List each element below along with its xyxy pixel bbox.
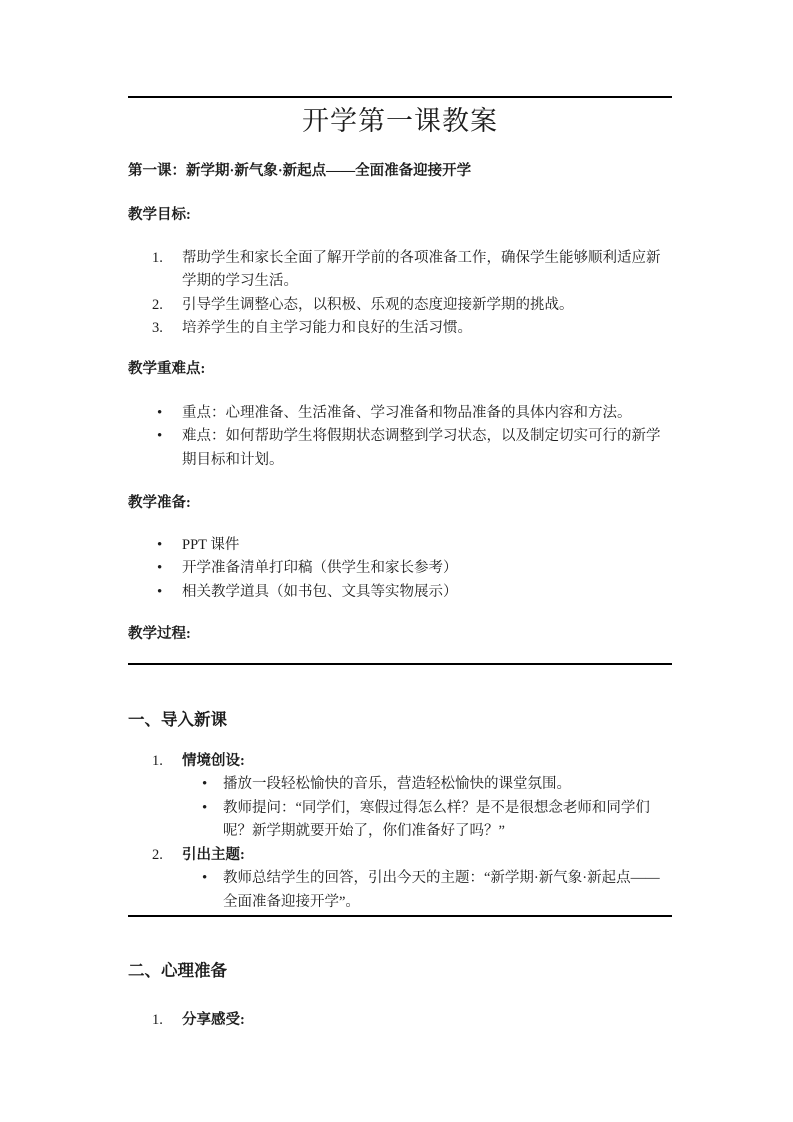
list-number: 2.	[152, 846, 163, 863]
section-divider-rule	[128, 915, 672, 917]
document-content	[128, 96, 672, 1032]
goal-item	[128, 294, 672, 318]
process-heading: 教学过程:	[128, 625, 191, 642]
list-number: 1.	[152, 1011, 163, 1028]
step-item	[128, 1009, 672, 1033]
goals-heading: 教学目标:	[128, 206, 191, 223]
key-points-heading: 教学重难点:	[128, 360, 206, 377]
section-divider-rule	[128, 663, 672, 665]
step-detail: • 教师总结学生的回答，引出今天的主题：“新学期·新气象·新起点——全面准备迎接开学”。	[128, 867, 672, 914]
step-label: 引出主题:	[182, 846, 245, 863]
preparation-item: • 相关教学道具（如书包、文具等实物展示）	[128, 581, 672, 605]
preparation-item: • 开学准备清单打印稿（供学生和家长参考）	[128, 557, 672, 581]
step-label: 情境创设:	[182, 752, 245, 769]
part1-heading: 一、导入新课	[128, 709, 227, 729]
preparation-list	[128, 534, 672, 605]
goal-text: 培养学生的自主学习能力和良好的生活习惯。	[182, 320, 472, 336]
goal-item	[128, 247, 672, 294]
step-label: 分享感受:	[182, 1011, 245, 1028]
header-rule	[128, 96, 672, 98]
preparation-heading: 教学准备:	[128, 494, 191, 511]
list-number: 3.	[152, 320, 163, 336]
part2-list	[128, 1009, 672, 1033]
part2-heading: 二、心理准备	[128, 961, 227, 980]
preparation-item: • PPT 课件	[128, 534, 672, 558]
lesson-title: 第一课：新学期·新气象·新起点——全面准备迎接开学	[128, 163, 472, 179]
part1-list	[128, 750, 672, 915]
goal-text: 引导学生调整心态，以积极、乐观的态度迎接新学期的挑战。	[182, 296, 574, 313]
step-item	[128, 844, 672, 868]
key-point-item: • 重点：心理准备、生活准备、学习准备和物品准备的具体内容和方法。	[128, 402, 672, 426]
step-detail: • 教师提问：“同学们，寒假过得怎么样？是不是很想念老师和同学们呢？新学期就要开始了，你们准备好了吗？”	[128, 797, 672, 844]
step-item	[128, 750, 672, 774]
step-detail: • 播放一段轻松愉快的音乐，营造轻松愉快的课堂氛围。	[128, 773, 672, 797]
list-number: 2.	[152, 296, 163, 313]
key-points-list	[128, 402, 672, 473]
page-title: 开学第一课教案	[302, 106, 498, 136]
goals-list	[128, 247, 672, 341]
goal-text: 帮助学生和家长全面了解开学前的各项准备工作，确保学生能够顺利适应新学期的学习生活。	[182, 249, 661, 289]
list-number: 1.	[152, 249, 163, 266]
list-number: 1.	[152, 752, 163, 769]
goal-item	[128, 317, 672, 341]
key-point-item: • 难点：如何帮助学生将假期状态调整到学习状态，以及制定切实可行的新学期目标和计划。	[128, 425, 672, 472]
